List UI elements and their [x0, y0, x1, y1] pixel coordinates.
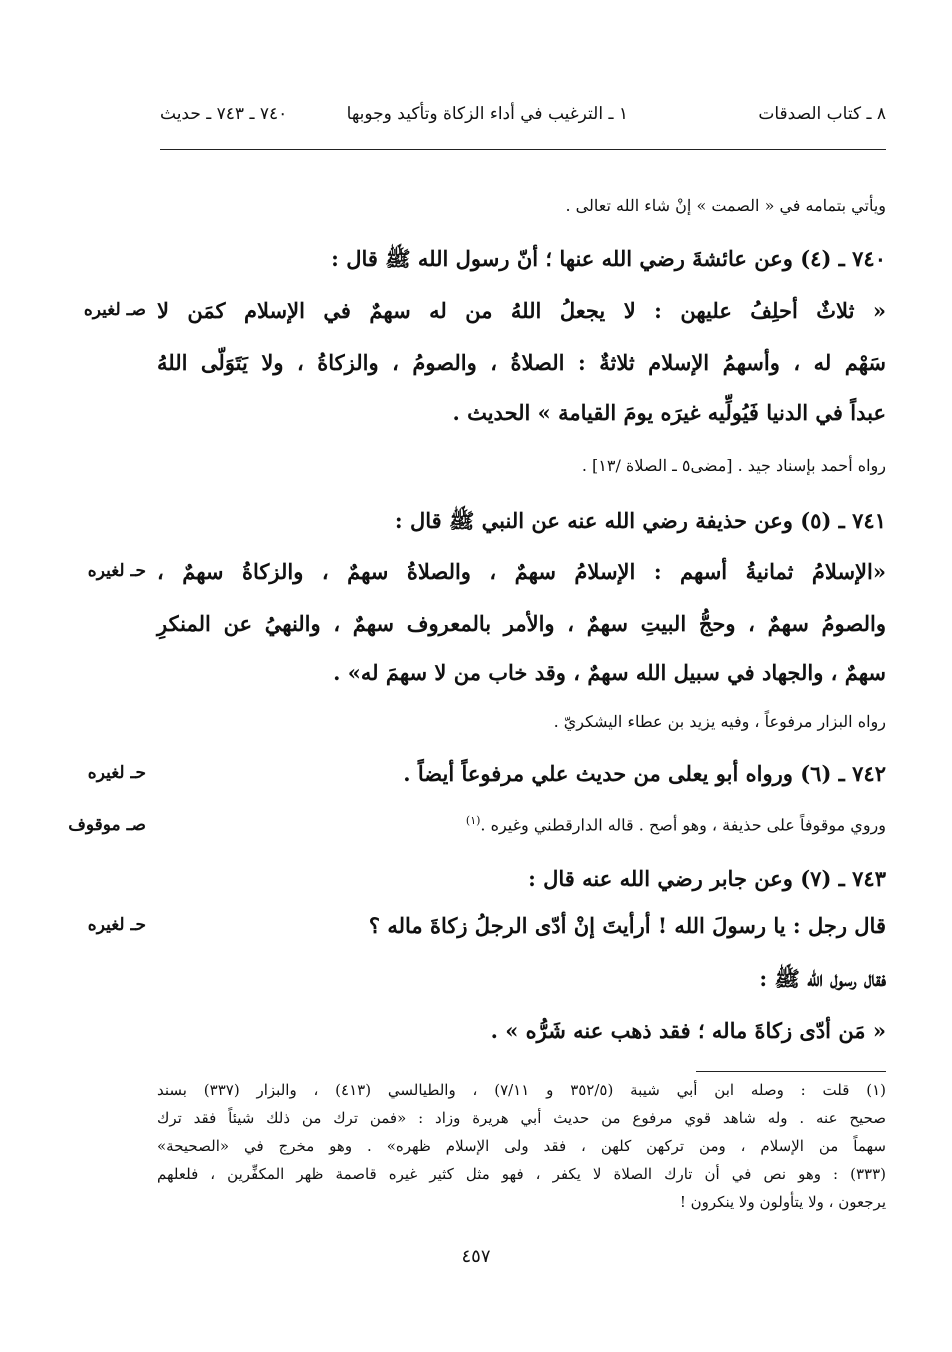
- hadith-740-intro: ٧٤٠ ـ (٤) وعن عائشةَ رضي الله عنها ؛ أنّ رسول الله ﷺ قال :: [331, 246, 886, 271]
- text-line: ويأتي بتمامه في « الصمت » إنْ شاء الله تعالى .: [565, 196, 886, 215]
- hadith-741-intro: ٧٤١ ـ (٥) وعن حذيفة رضي الله عنه عن النبي ﷺ قال :: [394, 508, 886, 533]
- grade-740: صـ لغيره: [83, 300, 146, 320]
- hadith-741-source: رواه البزار مرفوعاً ، وفيه يزيد بن عطاء اليشكريّ .: [553, 712, 886, 731]
- running-header: [160, 104, 886, 134]
- hadith-740-text: « ثلاثٌ أحلِفُ عليهن : لا يجعلُ اللهُ من له سهمٌ في الإسلام كمَن لا: [157, 298, 886, 323]
- hadith-743-intro: ٧٤٣ ـ (٧) وعن جابر رضي الله عنه قال :: [528, 866, 886, 891]
- header-rule: [160, 149, 886, 150]
- grade-742-mawquf: صـ موقوف: [68, 815, 146, 835]
- hadith-741-text: والصومُ سهمٌ ، وحجُّ البيتِ سهمٌ ، والأمر بالمعروف سهمٌ ، والنهيُ عن المنكرِ: [157, 611, 886, 636]
- footnote-line: (١) قلت : وصله ابن أبي شيبة (٣٥٢/٥ و ٧/١١) ، والطيالسي (٤١٣) ، والبزار (٣٣٧) بسند: [157, 1081, 887, 1099]
- grade-742: حـ لغيره: [87, 763, 146, 783]
- hadith-743-text: فقال رسول الله ﷺ :: [759, 966, 886, 991]
- grade-743: حـ لغيره: [87, 915, 146, 935]
- hadith-741-text: سهمٌ ، والجهاد في سبيل الله سهمٌ ، وقد خاب من لا سهمَ له» .: [333, 660, 886, 685]
- header-book-title: ٨ ـ كتاب الصدقات: [758, 104, 886, 124]
- hadith-740-text: عبداً في الدنيا فَيُولِّيه غيرَه يومَ القيامة » الحديث .: [452, 400, 886, 425]
- grade-741: حـ لغيره: [87, 561, 146, 581]
- page-number: ٤٥٧: [461, 1246, 491, 1267]
- hadith-743-text: قال رجل : يا رسولَ الله ! أرأيتَ إنْ أدّى الرجلُ زكاةَ ماله ؟: [368, 913, 886, 938]
- hadith-743-text: « مَن أدّى زكاةَ ماله ؛ فقد ذهب عنه شَرُّه » .: [490, 1018, 886, 1043]
- footnote-line: يرجعون ، ولا يتأولون ولا ينكرون !: [679, 1193, 886, 1211]
- footnote-line: (٣٣٣) : وهو نص في أن تارك الصلاة لا يكفر ، فهو مثل كثير غيره قاصمة ظهر المكفِّرين ، فلعلهم: [157, 1165, 886, 1183]
- hadith-740-text: سَهْم له ، وأسهمُ الإسلام ثلاثةٌ : الصلاةُ ، والصومُ ، والزكاةُ ، ولا يَتَوَلّى اللهُ: [157, 350, 886, 375]
- footnote-line: صحيح عنه . وله شاهد قوي مرفوع من حديث أبي هريرة وزاد : «فمن ترك من ذلك شيئاً فقد ترك: [157, 1109, 886, 1127]
- footnote-rule: [696, 1071, 886, 1072]
- hadith-742-note-text: وروي موقوفاً على حذيفة ، وهو أصح . قاله الدارقطني وغيره .: [480, 815, 886, 835]
- footnote-line: سهماً من الإسلام ، ومن تركهن كلهن ، فقد ولى الإسلام ظهره» . وهو مخرج في «الصحيحة»: [157, 1137, 886, 1155]
- hadith-742-note: [466, 814, 886, 834]
- footnote-marker[interactable]: (١): [465, 814, 481, 827]
- hadith-741-text: «الإسلامُ ثمانيةُ أسهم : الإسلامُ سهمٌ ، والصلاةُ سهمٌ ، والزكاةُ سهمٌ ،: [157, 559, 886, 584]
- hadith-740-source: رواه أحمد بإسناد جيد . [مضى٥ ـ الصلاة /١٣] .: [581, 456, 886, 475]
- header-hadith-range: ٧٤٠ ـ ٧٤٣ ـ حديث: [160, 104, 288, 124]
- hadith-742-text: ٧٤٢ ـ (٦) ورواه أبو يعلى من حديث علي مرفوعاً أيضاً .: [403, 761, 886, 786]
- header-chapter-title: ١ ـ الترغيب في أداء الزكاة وتأكيد وجوبها: [346, 104, 628, 124]
